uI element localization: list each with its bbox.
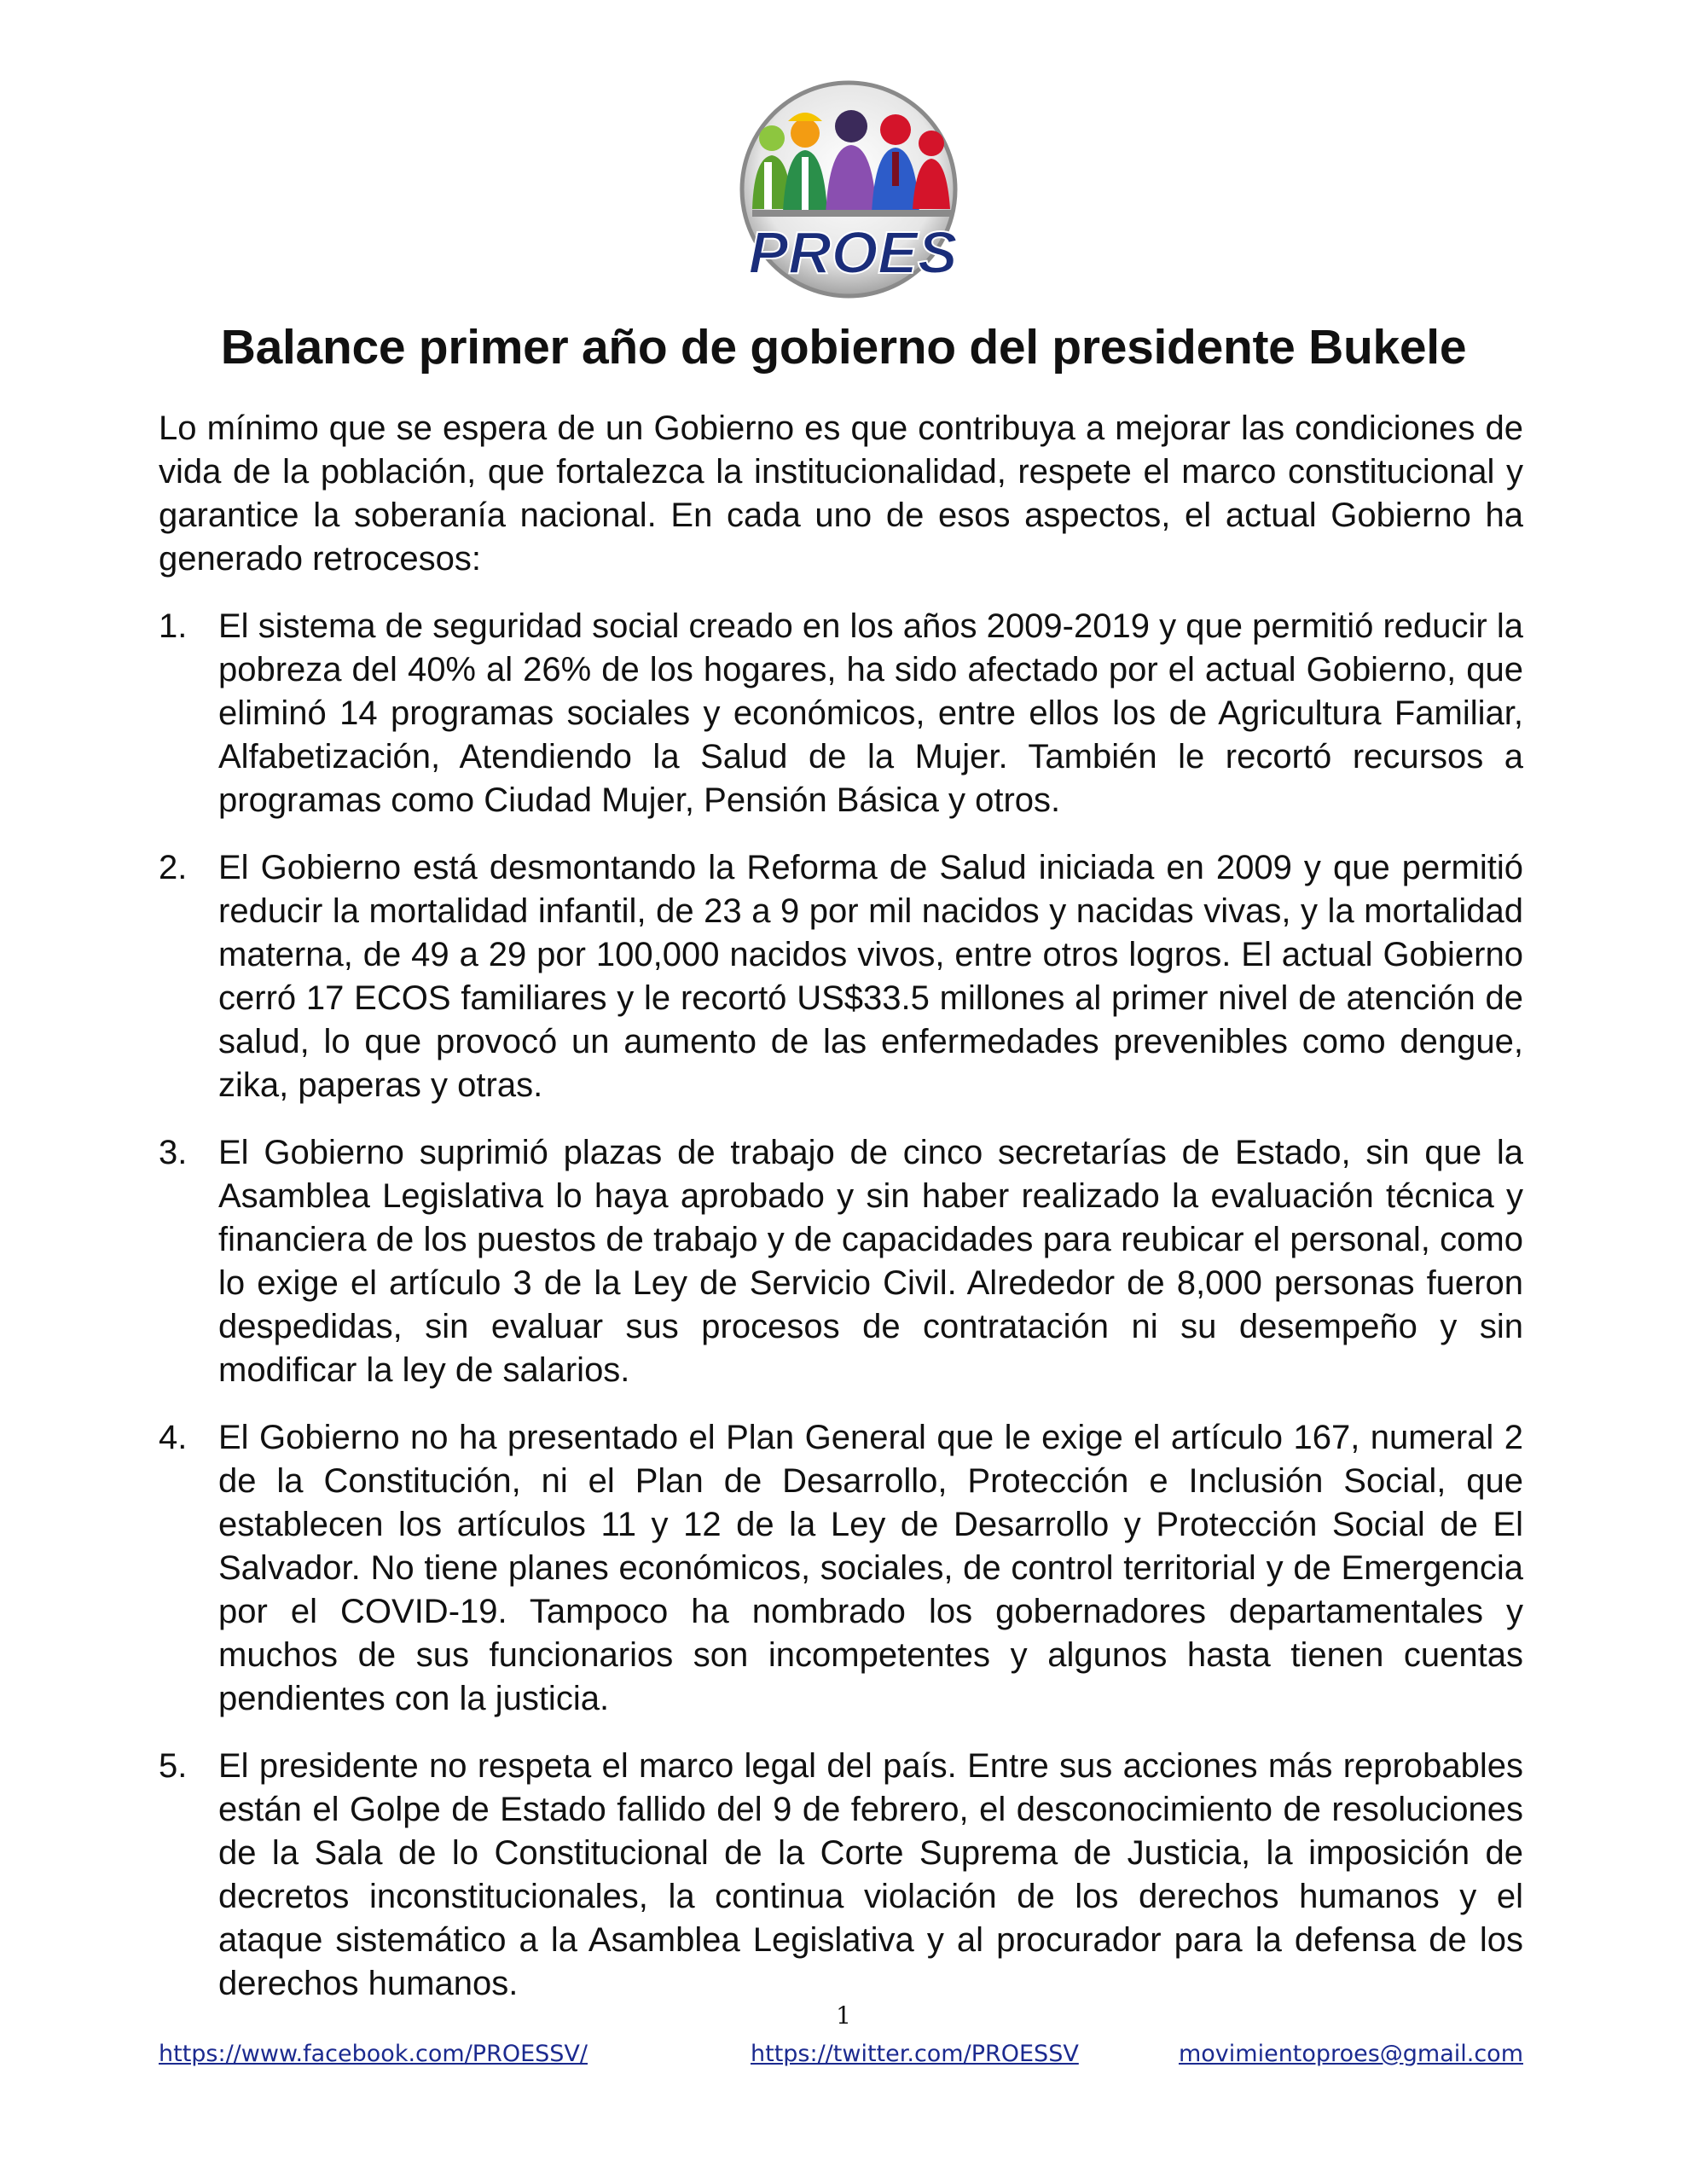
page-number: 1 <box>836 2001 851 2030</box>
footer <box>159 2041 1523 2075</box>
document-body <box>159 407 1523 2030</box>
list-item-number: 1. <box>159 607 188 645</box>
list-item <box>159 846 1523 1107</box>
list-item-text: El sistema de seguridad social creado en los años 2009-2019 y que permitió reducir la pobreza del 40% al 26% de los hogares, ha sido afectado por el actual Gobierno, que eliminó 14 programas sociales y económicos, entre ellos los de Agricultura Familiar, Alfabetización, Atendiendo la Salud de la Mujer. También le recortó recursos a programas como Ciudad Mujer, Pensión Básica y otros. <box>218 607 1523 819</box>
intro-paragraph: Lo mínimo que se espera de un Gobierno es que contribuya a mejorar las condiciones de vida de la población, que fortalezca la institucionalidad, respete el marco constitucional y garantice la soberanía nacional. En cada uno de esos aspectos, el actual Gobierno ha generado retrocesos: <box>159 410 1523 578</box>
list-item <box>159 1416 1523 1721</box>
list-item-number: 4. <box>159 1419 188 1456</box>
list-item-text: El Gobierno está desmontando la Reforma de Salud iniciada en 2009 y que permitió reducir la mortalidad infantil, de 23 a 9 por mil nacidos y nacidas vivas, y la mortalidad materna, de 49 a 29 por 100,000 nacidos vivos, entre otros logros. El actual Gobierno cerró 17 ECOS familiares y le recortó US$33.5 millones al primer nivel de atención de salud, lo que provocó un aumento de las enfermedades prevenibles como dengue, zika, paperas y otras. <box>218 849 1523 1104</box>
document-title: Balance primer año de gobierno del presidente Bukele <box>220 320 1467 375</box>
list-item-number: 2. <box>159 849 188 886</box>
numbered-list <box>159 605 1523 2006</box>
list-item-text: El presidente no respeta el marco legal del país. Entre sus acciones más reprobables están el Golpe de Estado fallido del 9 de febrero, el desconocimiento de resoluciones de la Sala de lo Constitucional de la Corte Suprema de Justicia, la imposición de decretos inconstitucionales, la continua violación de los derechos humanos y el ataque sistemático a la Asamblea Legislativa y al procurador para la defensa de los derechos humanos. <box>218 1747 1523 2002</box>
list-item <box>159 1745 1523 2006</box>
list-item-text: El Gobierno suprimió plazas de trabajo de cinco secretarías de Estado, sin que la Asamblea Legislativa lo haya aprobado y sin haber realizado la evaluación técnica y financiera de los puestos de trabajo y de capacidades para reubicar el personal, como lo exige el artículo 3 de la Ley de Servicio Civil. Alrededor de 8,000 personas fueron despedidas, sin evaluar sus procesos de contratación ni su desempeño y sin modificar la ley de salarios. <box>218 1134 1523 1389</box>
proes-logo <box>733 60 964 316</box>
proes-people-logo-icon <box>733 60 964 316</box>
list-item <box>159 605 1523 822</box>
facebook-link[interactable]: https://www.facebook.com/PROESSV/ <box>159 2041 588 2067</box>
email-link[interactable]: movimientoproes@gmail.com <box>1178 2041 1523 2067</box>
svg-text:PROES: PROES <box>748 219 958 286</box>
list-item-number: 5. <box>159 1747 188 1785</box>
twitter-link[interactable]: https://twitter.com/PROESSV <box>751 2041 1079 2067</box>
list-item-text: El Gobierno no ha presentado el Plan General que le exige el artículo 167, numeral 2 de la Constitución, ni el Plan de Desarrollo, Protección e Inclusión Social, que establecen los artículos 11 y 12 de la Ley de Desarrollo y Protección Social de El Salvador. No tiene planes económicos, sociales, de control territorial y de Emergencia por el COVID-19. Tampoco ha nombrado los gobernadores departamentales y muchos de sus funcionarios son incompetentes y algunos hasta tienen cuentas pendientes con la justicia. <box>218 1419 1523 1717</box>
list-item-number: 3. <box>159 1134 188 1171</box>
list-item <box>159 1131 1523 1392</box>
